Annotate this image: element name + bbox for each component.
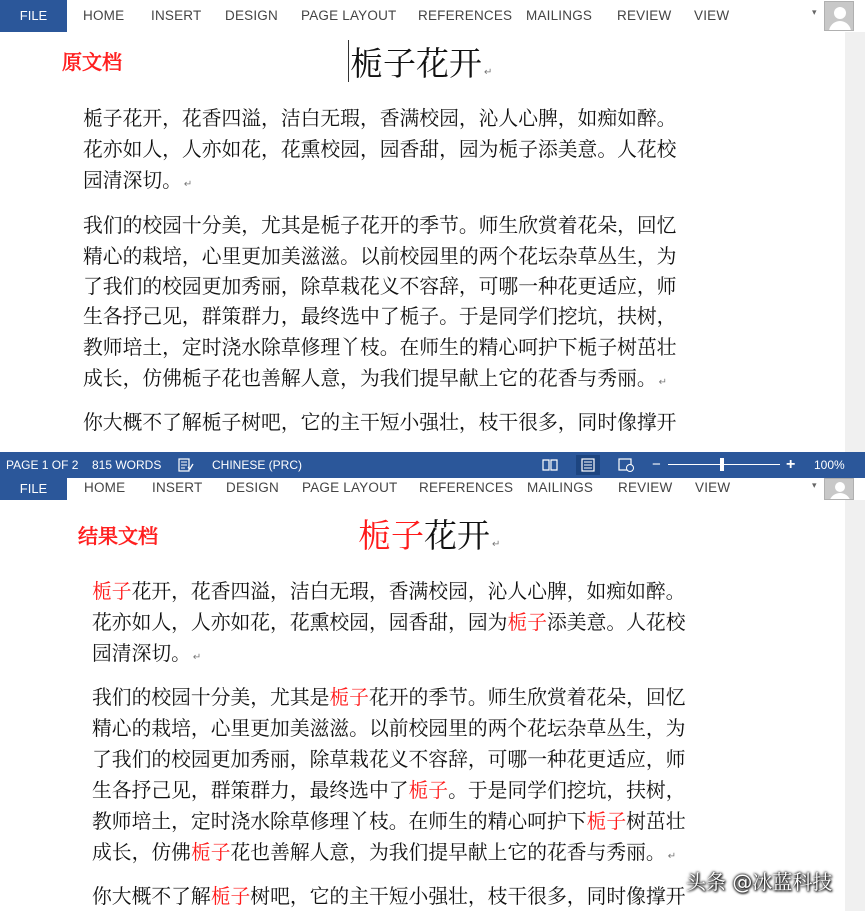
- top-document-window: [0, 0, 865, 452]
- highlighted-term: 栀子: [92, 580, 132, 603]
- ribbon-tabs-top: [0, 0, 865, 32]
- bottom-document-window: [0, 478, 865, 911]
- ribbon-collapse-icon[interactable]: ▾: [812, 8, 817, 18]
- ribbon-collapse-icon[interactable]: ▾: [812, 481, 817, 491]
- tab-home[interactable]: HOME: [84, 480, 126, 495]
- text-line: 园清深切。 ↵: [92, 642, 202, 665]
- page-title: 栀子花开 ↵: [358, 516, 501, 555]
- vertical-scrollbar[interactable]: [845, 500, 865, 911]
- web-layout-icon[interactable]: [614, 455, 638, 475]
- tab-view[interactable]: VIEW: [694, 8, 730, 23]
- tab-mailings[interactable]: MAILINGS: [527, 480, 594, 495]
- read-mode-icon[interactable]: [538, 455, 562, 475]
- user-avatar[interactable]: [824, 478, 854, 500]
- highlighted-term: 栀子: [190, 841, 231, 864]
- text-line: 精心的栽培，心里更加美滋滋。以前校园里的两个花坛杂草丛生，为: [83, 245, 677, 268]
- tab-insert[interactable]: INSERT: [151, 8, 202, 23]
- highlighted-term: 栀子: [586, 810, 627, 833]
- text-line: 花亦如人，人亦如花，花熏校园，园香甜，园为栀子添美意。人花校: [83, 138, 677, 161]
- zoom-out-icon[interactable]: −: [652, 456, 661, 473]
- tab-review[interactable]: REVIEW: [618, 480, 673, 495]
- language-indicator[interactable]: CHINESE (PRC): [212, 458, 303, 472]
- ribbon-tabs-bottom: [0, 478, 865, 500]
- text-line: 你大概不了解栀子树吧，它的主干短小强壮，枝干很多，同时像撑开: [92, 885, 686, 908]
- tab-references[interactable]: REFERENCES: [419, 480, 514, 495]
- watermark: 头条 @冰蓝科技: [686, 870, 833, 894]
- tab-view[interactable]: VIEW: [695, 480, 731, 495]
- result-doc-label: 结果文档: [78, 524, 158, 548]
- tab-insert[interactable]: INSERT: [152, 480, 203, 495]
- word-count[interactable]: 815 WORDS: [92, 458, 162, 472]
- zoom-level[interactable]: 100%: [814, 458, 845, 472]
- highlighted-term: 栀子: [408, 779, 449, 802]
- tab-design[interactable]: DESIGN: [226, 480, 279, 495]
- proofing-icon[interactable]: [178, 452, 194, 481]
- page-count[interactable]: PAGE 1 OF 2: [6, 458, 79, 472]
- text-line: 生各抒己见，群策群力，最终选中了栀子。于是同学们挖坑，扶树，: [83, 305, 677, 328]
- tab-page-layout[interactable]: PAGE LAYOUT: [302, 480, 398, 495]
- user-avatar[interactable]: [824, 1, 854, 31]
- tab-page-layout[interactable]: PAGE LAYOUT: [301, 8, 397, 23]
- zoom-slider-thumb[interactable]: [720, 458, 724, 471]
- status-bar: [0, 452, 865, 478]
- zoom-slider[interactable]: [668, 464, 780, 465]
- page-title: 栀子花开 ↵: [350, 44, 493, 83]
- text-line: 教师培土，定时浇水除草修理丫枝。在师生的精心呵护下栀子树茁壮: [83, 336, 677, 359]
- text-line: 园清深切。 ↵: [83, 169, 193, 192]
- tab-file[interactable]: FILE: [0, 0, 67, 32]
- text-line: 教师培土，定时浇水除草修理丫枝。在师生的精心呵护下栀子树茁壮: [92, 810, 686, 833]
- tab-file[interactable]: FILE: [0, 478, 67, 500]
- text-line: 生各抒己见，群策群力，最终选中了栀子。于是同学们挖坑，扶树，: [92, 779, 686, 802]
- text-line: 我们的校园十分美，尤其是栀子花开的季节。师生欣赏着花朵，回忆: [92, 686, 686, 709]
- vertical-scrollbar[interactable]: [845, 32, 865, 452]
- text-line: 了我们的校园更加秀丽，除草栽花义不容辞，可哪一种花更适应，师: [92, 748, 686, 771]
- text-line: 成长，仿佛栀子花也善解人意，为我们提早献上它的花香与秀丽。 ↵: [92, 841, 677, 864]
- text-line: 你大概不了解栀子树吧，它的主干短小强壮，枝干很多，同时像撑开: [83, 411, 677, 434]
- tab-review[interactable]: REVIEW: [617, 8, 672, 23]
- tab-home[interactable]: HOME: [83, 8, 125, 23]
- text-line: 了我们的校园更加秀丽，除草栽花义不容辞，可哪一种花更适应，师: [83, 275, 677, 298]
- highlighted-term: 栀子: [329, 686, 369, 709]
- text-line: 精心的栽培，心里更加美滋滋。以前校园里的两个花坛杂草丛生，为: [92, 717, 686, 740]
- zoom-in-icon[interactable]: +: [786, 456, 796, 473]
- tab-mailings[interactable]: MAILINGS: [526, 8, 593, 23]
- tab-references[interactable]: REFERENCES: [418, 8, 513, 23]
- text-line: 成长，仿佛栀子花也善解人意，为我们提早献上它的花香与秀丽。 ↵: [83, 367, 668, 390]
- original-doc-label: 原文档: [62, 50, 122, 74]
- text-line: 栀子花开，花香四溢，洁白无瑕，香满校园，沁人心脾，如痴如醉。: [83, 107, 677, 130]
- text-line: 栀子花开，花香四溢，洁白无瑕，香满校园，沁人心脾，如痴如醉。: [92, 580, 686, 603]
- text-line: 我们的校园十分美，尤其是栀子花开的季节。师生欣赏着花朵，回忆: [83, 214, 677, 237]
- tab-design[interactable]: DESIGN: [225, 8, 278, 23]
- print-layout-icon[interactable]: [576, 455, 600, 475]
- highlighted-term: 栀子: [507, 611, 547, 634]
- text-line: 花亦如人，人亦如花，花熏校园，园香甜，园为栀子添美意。人花校: [92, 611, 686, 634]
- text-cursor: [348, 40, 349, 82]
- highlighted-term: 栀子: [210, 885, 251, 908]
